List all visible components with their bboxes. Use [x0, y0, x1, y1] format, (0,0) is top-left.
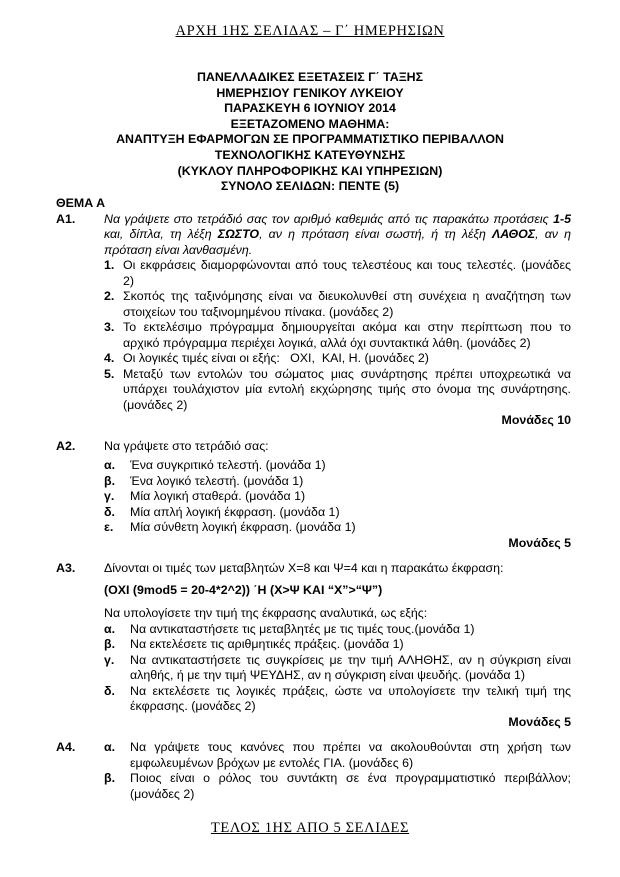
list-item [104, 489, 571, 505]
item-text: Μεταξύ των εντολών του σώματος μιας συνάρτησης πρέπει υποχρεωτικά να υπάρχει τουλάχιστον μία εντολή εκχώρησης τιμής στο όνομα της συνάρτησης. (μονάδες 2) [123, 366, 571, 412]
item-letter: ε. [104, 520, 114, 534]
question-lead: Να υπολογίσετε την τιμή της έκφρασης αναλυτικά, ως εξής: [104, 606, 428, 620]
title-line: ΠΑΝΕΛΛΑΔΙΚΕΣ ΕΞΕΤΑΣΕΙΣ Γ΄ ΤΑΞΗΣ [196, 70, 424, 84]
list-item [104, 289, 571, 320]
intro-text: Να γράψετε στο τετράδιό σας τον αριθμό καθεμιάς από τις παρακάτω προτάσεις [104, 211, 554, 226]
list-item [104, 622, 571, 638]
item-number: 4. [104, 351, 115, 365]
list-item [104, 771, 571, 802]
list-item [104, 258, 571, 289]
intro-text: , αν η πρόταση είναι λανθασμένη. [104, 227, 572, 257]
list-item [104, 351, 571, 367]
item-text: Να εκτελέσετε τις αριθμητικές πράξεις. (μονάδα 1) [130, 637, 404, 651]
title-line: ΣΥΝΟΛΟ ΣΕΛΙΔΩΝ: ΠΕΝΤΕ (5) [220, 179, 400, 194]
question-a4 [56, 740, 571, 802]
list-item [104, 458, 571, 474]
intro-text: και, δίπλα, τη λέξη [104, 227, 218, 241]
list-item [104, 320, 571, 351]
item-text: Μία απλή λογική έκφραση. (μονάδα 1) [130, 504, 340, 519]
item-letter: δ. [104, 504, 115, 519]
item-letter: α. [104, 740, 116, 754]
question-label: Α1. [56, 211, 76, 226]
title-line: ΤΕΧΝΟΛΟΓΙΚΗΣ ΚΑΤΕΥΘΥΝΣΗΣ [214, 147, 406, 162]
item-number: 1. [104, 258, 115, 272]
statement-list [104, 258, 571, 413]
points-label: Μονάδες 5 [508, 535, 571, 550]
list-item [104, 505, 571, 521]
points-label: Μονάδες 10 [501, 413, 571, 427]
item-text: Να αντικαταστήσετε τις μεταβλητές με τις τιμές τους.(μονάδα 1) [130, 621, 475, 636]
question-a2 [56, 439, 571, 536]
item-text: Ένα συγκριτικό τελεστή. (μονάδα 1) [130, 458, 326, 472]
logical-expression: (ΟΧΙ (9mod5 = 20-4*2^2)) ΄Η (Χ>Ψ ΚΑΙ “Χ”>“Ψ”) [104, 582, 383, 597]
list-item [104, 740, 571, 771]
question-a1 [56, 212, 571, 414]
question-intro [104, 212, 571, 259]
item-text: Οι εκφράσεις διαμορφώνονται από τους τελεστέους και τους τελεστές. (μονάδες 2) [123, 258, 571, 288]
title-line: ΑΝΑΠΤΥΞΗ ΕΦΑΡΜΟΓΩΝ ΣΕ ΠΡΟΓΡΑΜΜΑΤΙΣΤΙΚΟ ΠΕΡΙΒΑΛΛΟΝ [116, 132, 504, 147]
exam-content [56, 196, 571, 802]
question-intro: Δίνονται οι τιμές των μεταβλητών Χ=8 και Ψ=4 και η παρακάτω έκφραση: [104, 561, 504, 575]
item-text: Οι λογικές τιμές είναι οι εξής: ΟΧΙ, ΚΑΙ, Η. (μονάδες 2) [123, 351, 429, 365]
item-number: 3. [104, 320, 115, 334]
item-text: Ποιος είναι ο ρόλος του συντάκτη σε ένα προγραμματιστικό περιβάλλον; (μονάδες 2) [130, 771, 571, 801]
page-footer-text: ΤΕΛΟΣ 1ΗΣ ΑΠΟ 5 ΣΕΛΙΔΕΣ [210, 820, 410, 836]
item-text: Να γράψετε τους κανόνες που πρέπει να ακολουθούνται στη χρήση των εμφωλευμένων βρόχων με εντολές ΓΙΑ. (μονάδες 6) [130, 740, 571, 770]
list-item [104, 474, 571, 490]
item-letter: δ. [104, 683, 115, 698]
title-line: (ΚΥΚΛΟΥ ΠΛΗΡΟΦΟΡΙΚΗΣ ΚΑΙ ΥΠΗΡΕΣΙΩΝ) [177, 163, 443, 178]
list-item [104, 367, 571, 414]
list-item [104, 684, 571, 715]
page-header-text: ΑΡΧΗ 1ΗΣ ΣΕΛΙΔΑΣ – Γ΄ ΗΜΕΡΗΣΙΩΝ [175, 23, 445, 39]
list-item [104, 520, 571, 536]
intro-bold: ΛΑΘΟΣ [492, 227, 536, 241]
item-text: Ένα λογικό τελεστή. (μονάδα 1) [130, 473, 304, 488]
list-item [104, 653, 571, 684]
title-line: ΗΜΕΡΗΣΙΟΥ ΓΕΝΙΚΟΥ ΛΥΚΕΙΟΥ [216, 85, 404, 100]
points-label: Μονάδες 5 [508, 714, 571, 729]
item-letter: α. [104, 621, 116, 636]
item-letter: γ. [104, 652, 115, 667]
item-text: Να εκτελέσετε τις λογικές πράξεις, ώστε να υπολογίσετε την τελική τιμή της έκφρασης. (μονάδες 2) [130, 683, 571, 713]
item-letter: β. [104, 771, 116, 785]
intro-bold: 1-5 [553, 211, 571, 226]
question-intro: Να γράψετε στο τετράδιό σας: [104, 438, 269, 453]
page-header [0, 24, 620, 40]
item-text: Το εκτελέσιμο πρόγραμμα δημιουργείται ακόμα και στην περίπτωση που το αρχικό πρόγραμμα περιέχει λογικά, αλλά όχι συντακτικά λάθη. (μονάδες 2) [123, 320, 571, 350]
intro-text: , αν η πρόταση είναι σωστή, ή τη λέξη [259, 227, 493, 241]
item-letter: γ. [104, 489, 115, 503]
item-text: Μία σύνθετη λογική έκφραση. (μονάδα 1) [130, 520, 356, 534]
question-label: Α2. [56, 438, 76, 453]
title-line: ΠΑΡΑΣΚΕΥΗ 6 ΙΟΥΝΙΟΥ 2014 [224, 101, 396, 116]
question-a3 [56, 561, 571, 715]
section-heading: ΘΕΜΑ Α [56, 196, 106, 210]
item-number: 2. [104, 289, 115, 303]
title-line: ΕΞΕΤΑΖΟΜΕΝΟ ΜΑΘΗΜΑ: [230, 116, 390, 131]
list-item [104, 637, 571, 653]
item-letter: α. [104, 458, 116, 472]
question-label: Α4. [56, 740, 76, 754]
item-letter: β. [104, 637, 116, 651]
item-text: Σκοπός της ταξινόμησης είναι να διευκολυνθεί στη συνέχεια η αναζήτηση των στοιχείων του ταξινομημένου πίνακα. (μονάδες 2) [123, 289, 571, 319]
item-text: Να αντικαταστήσετε τις συγκρίσεις με την τιμή ΑΛΗΘΗΣ, αν η σύγκριση είναι αληθής, ή με την τιμή ΨΕΥΔΗΣ, αν η σύγκριση είναι ψευδής. (μονάδα 1) [130, 652, 571, 682]
exam-title-block [0, 70, 620, 195]
page-footer [0, 821, 620, 837]
question-label: Α3. [56, 561, 76, 575]
item-letter: β. [104, 473, 116, 488]
item-text: Μία λογική σταθερά. (μονάδα 1) [130, 489, 306, 503]
intro-bold: ΣΩΣΤΟ [217, 227, 260, 241]
item-number: 5. [104, 366, 115, 381]
